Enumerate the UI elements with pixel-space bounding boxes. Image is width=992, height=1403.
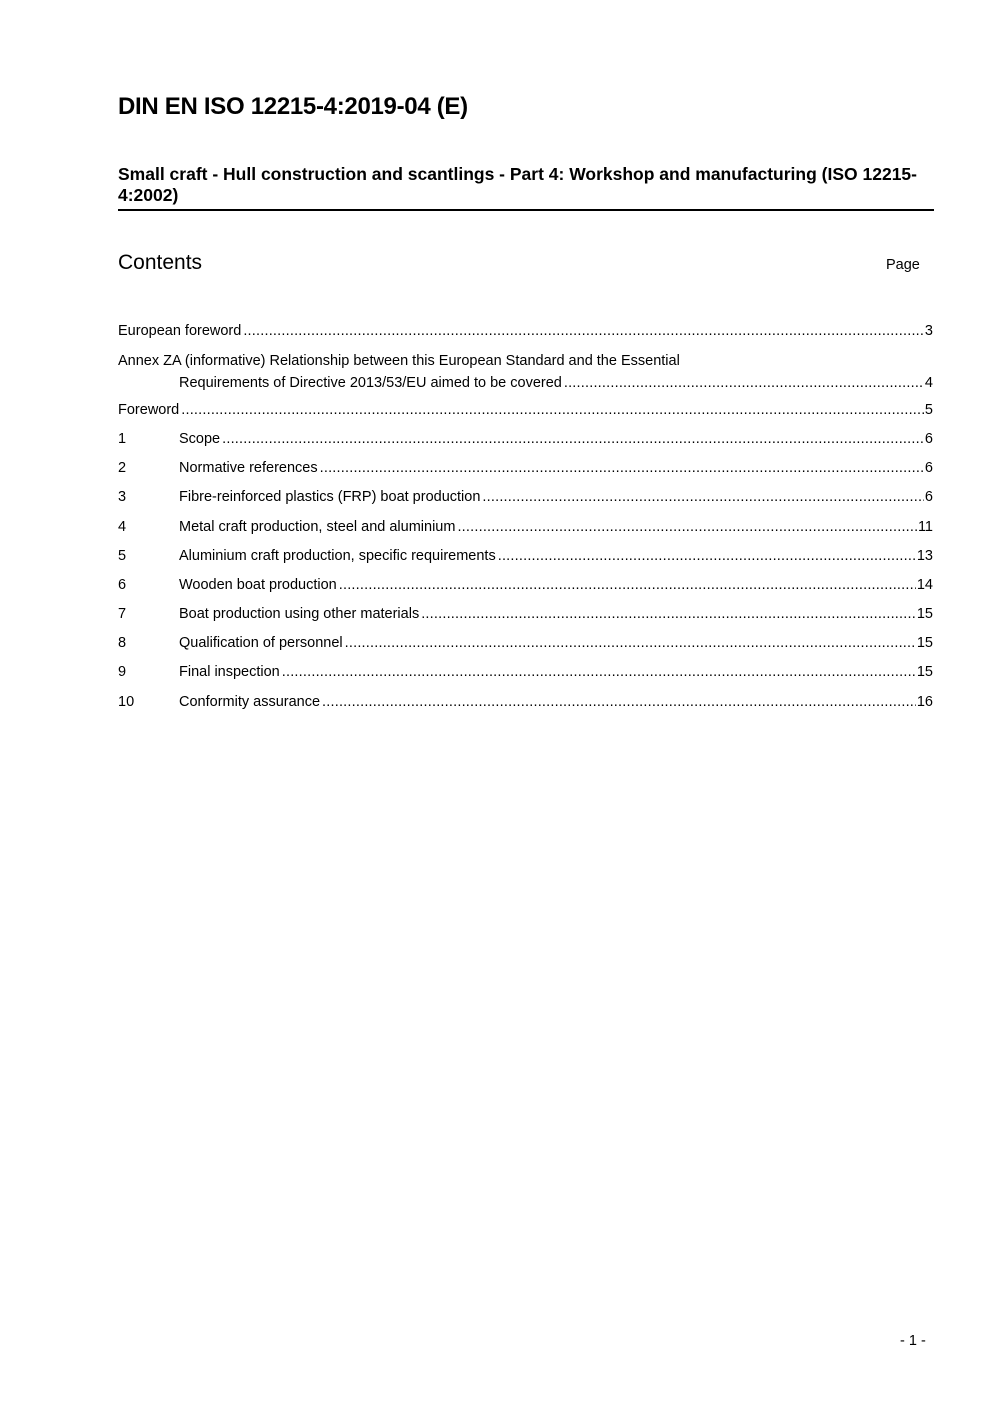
toc-entry-qualification-of-personnel[interactable]: [118, 633, 933, 653]
toc-entry-metal-craft-production[interactable]: [118, 517, 933, 537]
toc-entry-number: 2: [118, 460, 127, 476]
toc-entry-page: 4: [924, 375, 933, 391]
toc-entry-page: 15: [916, 606, 933, 622]
toc-leader-dots: [564, 373, 924, 393]
toc-entry-annex-za[interactable]: [118, 351, 933, 371]
toc-entry-title: Fibre-reinforced plastics (FRP) boat production: [179, 489, 481, 505]
toc-entry-number: 3: [118, 489, 127, 505]
toc-leader-dots: [243, 321, 924, 341]
toc-entry-number: 4: [118, 519, 127, 535]
toc-entry-title: Boat production using other materials: [179, 606, 420, 622]
toc-leader-dots: [482, 487, 924, 507]
toc-leader-dots: [457, 517, 916, 537]
toc-entry-conformity-assurance[interactable]: [118, 692, 933, 712]
contents-heading: Contents: [118, 251, 203, 274]
toc-entry-aluminium-craft-production[interactable]: [118, 546, 933, 566]
toc-entry-number: 7: [118, 606, 127, 622]
toc-entry-final-inspection[interactable]: [118, 662, 933, 682]
toc-entry-title: Normative references: [179, 460, 318, 476]
toc-entry-title: Wooden boat production: [179, 577, 337, 593]
toc-entry-page: 6: [924, 431, 933, 447]
toc-entry-number: 8: [118, 635, 127, 651]
toc-entry-number: 1: [118, 431, 127, 447]
toc-leader-dots: [322, 692, 916, 712]
toc-entry-title: Final inspection: [179, 664, 280, 680]
document-title: DIN EN ISO 12215-4:2019-04 (E): [118, 93, 468, 120]
toc-leader-dots: [222, 429, 924, 449]
toc-leader-dots: [345, 633, 916, 653]
toc-entry-page: 6: [924, 489, 933, 505]
toc-entry-annex-za-continuation[interactable]: [179, 373, 933, 393]
document-subtitle: Small craft - Hull construction and scantlings - Part 4: Workshop and manufacturing (ISO 12215-4:2002): [118, 164, 917, 205]
toc-entry-page: 5: [924, 402, 933, 418]
toc-entry-foreword[interactable]: [118, 400, 933, 420]
toc-leader-dots: [282, 662, 916, 682]
toc-entry-number: 5: [118, 548, 127, 564]
toc-entry-title: Aluminium craft production, specific requirements: [179, 548, 496, 564]
toc-entry-title: Foreword: [118, 402, 180, 418]
toc-entry-title: European foreword: [118, 323, 242, 339]
toc-entry-title: Metal craft production, steel and aluminium: [179, 519, 456, 535]
toc-entry-wooden-boat-production[interactable]: [118, 575, 933, 595]
toc-entry-page: 6: [924, 460, 933, 476]
subtitle-divider: [118, 209, 934, 211]
toc-entry-page: 13: [916, 548, 933, 564]
toc-entry-title: Annex ZA (informative) Relationship between this European Standard and the Essential: [118, 353, 680, 369]
toc-leader-dots: [498, 546, 916, 566]
toc-entry-title: Conformity assurance: [179, 694, 321, 710]
toc-leader-dots: [339, 575, 916, 595]
toc-entry-page: 3: [924, 323, 933, 339]
toc-entry-other-materials[interactable]: [118, 604, 933, 624]
toc-entry-number: 9: [118, 664, 127, 680]
toc-entry-title-continuation: Requirements of Directive 2013/53/EU aimed to be covered: [179, 375, 562, 391]
toc-entry-page: 15: [916, 635, 933, 651]
toc-entry-frp-boat-production[interactable]: [118, 487, 933, 507]
toc-entry-title: Qualification of personnel: [179, 635, 343, 651]
toc-entry-page: 14: [916, 577, 933, 593]
footer-page-number: - 1 -: [900, 1333, 926, 1349]
toc-entry-european-foreword[interactable]: [118, 321, 933, 341]
toc-entry-normative-references[interactable]: [118, 458, 933, 478]
toc-entry-page: 16: [916, 694, 933, 710]
page-column-heading: Page: [886, 257, 920, 273]
toc-leader-dots: [421, 604, 916, 624]
toc-entry-title: Scope: [179, 431, 221, 447]
toc-entry-number: 6: [118, 577, 127, 593]
toc-entry-number: 10: [118, 694, 135, 710]
toc-entry-page: 11: [917, 519, 933, 535]
toc-leader-dots: [320, 458, 924, 478]
toc-leader-dots: [181, 400, 924, 420]
toc-entry-scope[interactable]: [118, 429, 933, 449]
toc-entry-page: 15: [916, 664, 933, 680]
